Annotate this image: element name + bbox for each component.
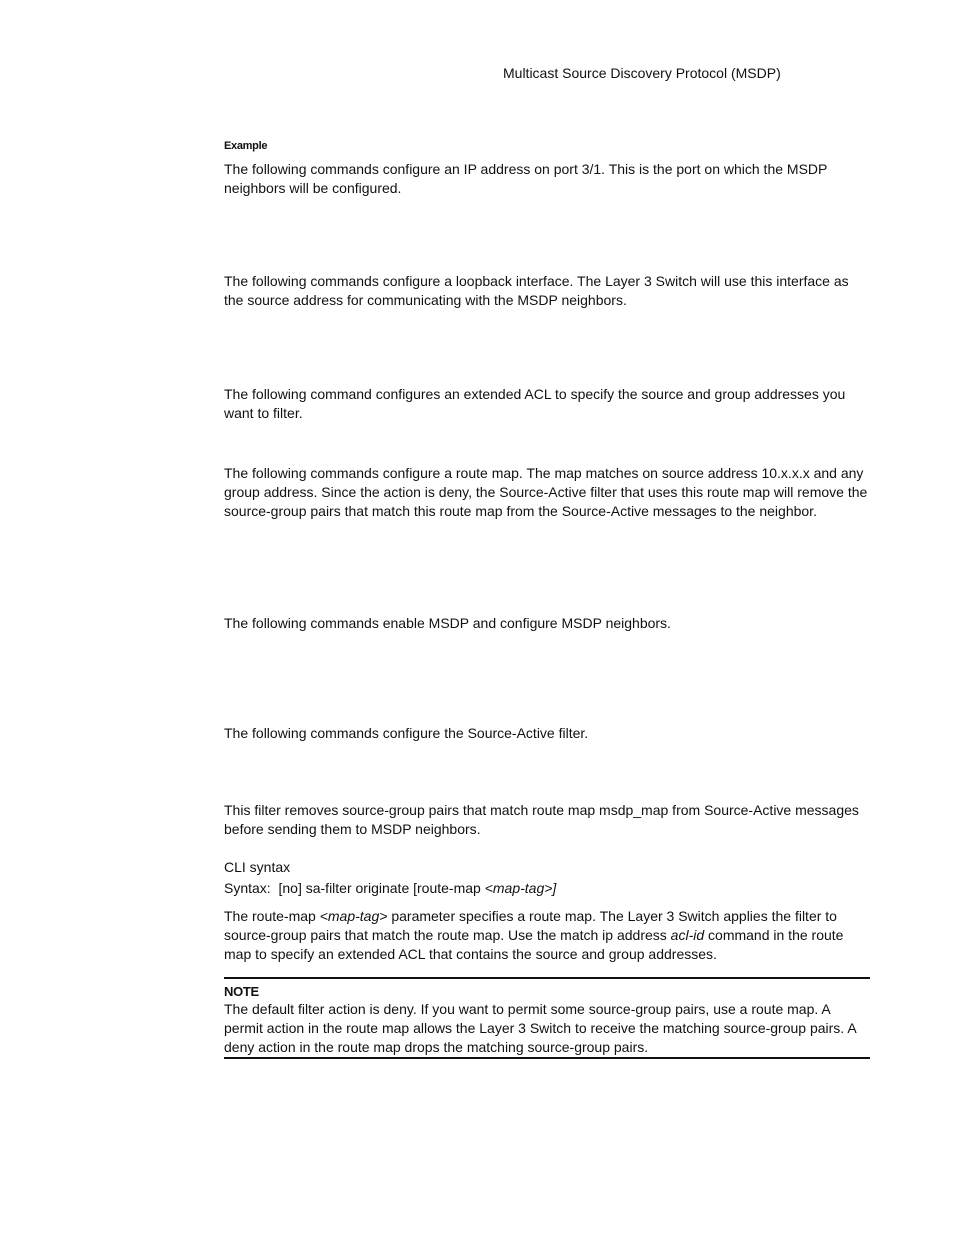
desc-text-part1: parameter specifies a route map. The Layer 3 Switch applies the filter to source-group pairs that match the route map. Use the — [224, 908, 837, 943]
paragraph-loopback: The following commands configure a loopback interface. The Layer 3 Switch will use this interface as the source address for communicating with the MSDP neighbors. — [224, 273, 849, 308]
example-heading: Example — [224, 140, 268, 152]
note-text: The default filter action is deny. If you want to permit some source-group pairs, use a route map. A permit action in the route map allows the Layer 3 Switch to receive the matching source-group pairs. A deny action in the route map drops the matching source-group pairs. — [224, 1001, 856, 1055]
syntax-label: Syntax: — [224, 880, 271, 896]
syntax-route-map-keyword: route-map — [417, 880, 481, 896]
syntax-line — [224, 879, 870, 898]
paragraph-filter-removes: This filter removes source-group pairs that match route map msdp_map from Source-Active messages before sending them to MSDP neighbors. — [224, 802, 859, 837]
paragraph-route-map: The following commands configure a route map. The map matches on source address 10.x.x.x and any group address. Since the action is deny, the Source-Active filter that uses this route map will remove the source-group pairs that match this route map from the Source-Active messages to the neighbor. — [224, 465, 868, 519]
paragraph-sa-filter: The following commands configure the Source-Active filter. — [224, 725, 589, 741]
desc-text-part2: command in the route map to specify an extended ACL that contains the source and group addresses. — [224, 927, 844, 962]
desc-the: The — [224, 908, 249, 924]
syntax-bracket: [ — [413, 880, 418, 896]
note-box — [224, 977, 870, 1059]
cli-syntax-heading: CLI syntax — [224, 859, 291, 875]
desc-acl-id: acl-id — [670, 927, 705, 943]
syntax-command: sa-filter originate — [305, 880, 410, 896]
desc-map-tag-param: <map-tag> — [319, 908, 388, 924]
syntax-map-tag-param: <map-tag>] — [484, 880, 557, 896]
paragraph-route-map-description — [224, 907, 870, 964]
desc-match-command: match ip address — [560, 927, 667, 943]
note-title: NOTE — [224, 984, 259, 999]
page-header-title: Multicast Source Discovery Protocol (MSDP) — [503, 65, 781, 81]
paragraph-extended-acl: The following command configures an extended ACL to specify the source and group addresses you want to filter. — [224, 386, 846, 421]
paragraph-ip-address: The following commands configure an IP address on port 3/1. This is the port on which the MSDP neighbors will be configured. — [224, 161, 828, 196]
paragraph-enable-msdp: The following commands enable MSDP and configure MSDP neighbors. — [224, 615, 671, 631]
syntax-no-option: [no] — [278, 880, 302, 896]
desc-route-map-keyword: route-map — [252, 908, 316, 924]
